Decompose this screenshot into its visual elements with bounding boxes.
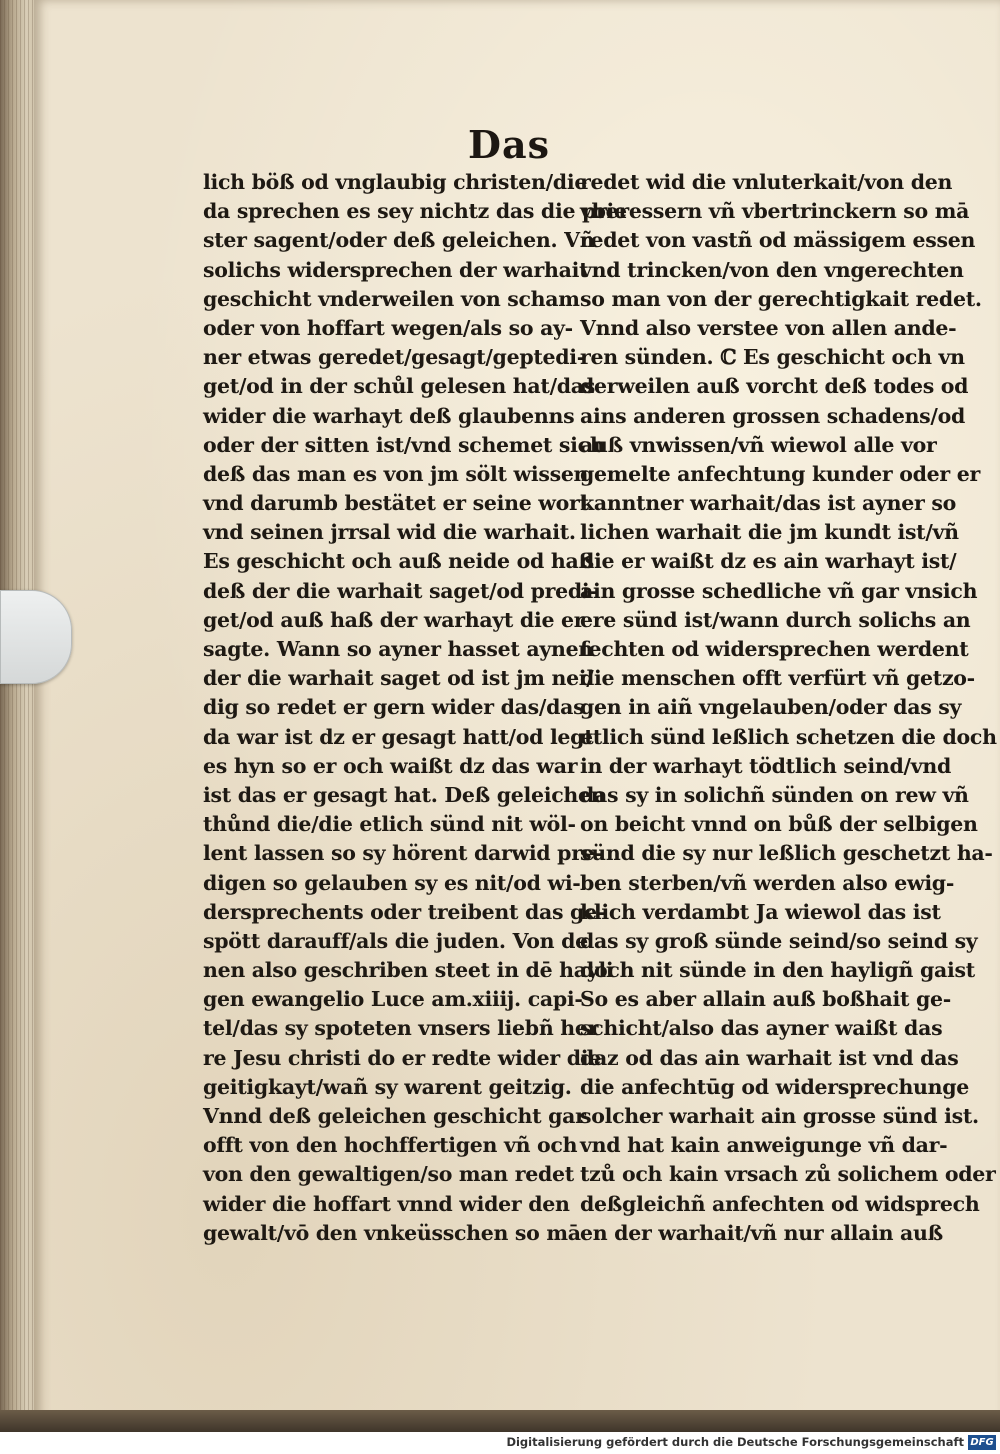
text-line: in der warhayt tödtlich seind/vnd: [580, 753, 951, 778]
text-line: schicht/also das ayner waißt das: [580, 1016, 943, 1041]
book-page-edges: [0, 0, 38, 1430]
text-line: da sprechen es sey nichtz das die prie: [203, 199, 627, 224]
text-line: Es geschicht och auß neide od haß: [203, 549, 594, 574]
dfg-logo: DFG: [968, 1435, 996, 1450]
text-line: so man von der gerechtigkait redet.: [580, 286, 982, 311]
text-line: die er waißt dz es ain warhayt ist/: [580, 549, 957, 574]
text-line: gen in aiñ vngelauben/oder das sy: [580, 695, 962, 720]
text-line: ains anderen grossen schadens/od: [580, 403, 966, 428]
text-line: auß vnwissen/vñ wiewol alle vor: [580, 432, 937, 457]
text-line: die anfechtūg od widersprechunge: [580, 1074, 970, 1099]
text-line: vnd trincken/von den vngerechten: [580, 257, 964, 282]
right-text-column: [580, 168, 997, 1248]
text-line: es hyn so er och waißt dz das war: [203, 753, 578, 778]
text-line: klich verdambt Ja wiewol das ist: [580, 899, 941, 924]
text-line: derweilen auß vorcht deß todes od: [580, 374, 969, 399]
text-line: deßgleichñ anfechten od widsprech: [580, 1191, 980, 1216]
text-line: das sy groß sünde seind/so seind sy: [580, 928, 978, 953]
text-line: spött darauff/als die juden. Von de: [203, 928, 588, 953]
text-line: ben sterben/vñ werden also ewig-: [580, 870, 955, 895]
text-line: lich böß od vnglaubig christen/die: [203, 170, 588, 194]
text-line: etlich sünd leßlich schetzen die doch: [580, 724, 997, 749]
text-line: doch nit sünde in den hayligñ gaist: [580, 958, 975, 983]
text-line: vberessern vñ vbertrinckern so mā: [580, 199, 970, 224]
text-line: solichs widersprechen der warhait: [203, 257, 589, 282]
text-line: der die warhait saget od ist jm nei/: [203, 666, 594, 691]
text-line: vnd seinen jrrsal wid die warhait.: [203, 520, 576, 545]
text-line: re Jesu christi do er redte wider die: [203, 1045, 601, 1070]
text-line: geschicht vnderweilen von scham: [203, 286, 580, 311]
text-line: get/od auß haß der warhayt die er: [203, 607, 585, 632]
text-line: vnd hat kain anweigunge vñ dar-: [580, 1133, 948, 1158]
page-clip: [0, 590, 72, 684]
text-line: ren sünden. ℂ Es geschicht och vn: [580, 345, 965, 370]
text-line: digen so gelauben sy es nit/od wi-: [203, 870, 581, 895]
text-line: gen ewangelio Luce am.xiiij. capi-: [203, 987, 583, 1012]
text-line: geitigkayt/wañ sy warent geitzig.: [203, 1074, 572, 1099]
left-text-column: [203, 168, 627, 1248]
text-line: solcher warhait ain grosse sünd ist.: [580, 1104, 979, 1128]
text-line: nen also geschriben steet in dē hayli: [203, 958, 614, 983]
footer-credit: Digitalisierung gefördert durch die Deutsche Forschungsgemeinschaft: [506, 1435, 964, 1449]
text-line: gemelte anfechtung kunder oder er: [580, 461, 980, 486]
text-line: offt von den hochffertigen vñ och: [203, 1133, 578, 1158]
text-line: deß der die warhait saget/od predi-: [203, 578, 598, 603]
text-line: ist das er gesagt hat. Deß geleichen: [203, 782, 606, 807]
text-line: fechten od widersprechen werdent: [580, 637, 969, 661]
text-line: das sy in solichñ sünden on rew vñ: [580, 782, 969, 807]
text-line: ain grosse schedliche vñ gar vnsich: [580, 578, 978, 603]
text-line: ner etwas geredet/gesagt/geptedi-: [203, 345, 586, 370]
text-line: daz od das ain warhait ist vnd das: [580, 1045, 959, 1070]
text-line: deß das man es von jm sölt wissen: [203, 461, 589, 486]
text-line: die menschen offt verfürt vñ getzo-: [580, 666, 975, 691]
text-line: tel/das sy spoteten vnsers liebñ her: [203, 1016, 599, 1041]
text-line: von den gewaltigen/so man redet: [203, 1162, 574, 1187]
text-line: redet wid die vnluterkait/von den: [580, 170, 953, 194]
text-line: on beicht vnnd on bůß der selbigen: [580, 812, 978, 837]
text-line: lichen warhait die jm kundt ist/vñ: [580, 520, 959, 545]
text-line: kanntner warhait/das ist ayner so: [580, 491, 956, 516]
text-line: get/od in der schůl gelesen hat/das: [203, 374, 596, 399]
text-line: dig so redet er gern wider das/das: [203, 695, 585, 720]
text-line: wider die hoffart vnnd wider den: [203, 1191, 570, 1216]
text-line: ere sünd ist/wann durch solichs an: [580, 607, 971, 632]
page-catchword: Das: [468, 122, 550, 167]
text-line: oder von hoffart wegen/als so ay-: [203, 315, 573, 340]
text-line: Vnnd deß geleichen geschicht gar: [203, 1104, 586, 1128]
text-line: sünd die sy nur leßlich geschetzt ha-: [580, 841, 993, 866]
text-line: vnd darumb bestätet er seine wort: [203, 491, 589, 516]
text-line: lent lassen so sy hörent darwid pre-: [203, 841, 603, 866]
text-line: sagte. Wann so ayner hasset aynen: [203, 637, 593, 661]
text-line: dersprechents oder treibent das ge-: [203, 899, 606, 924]
text-line: wider die warhayt deß glaubenns: [203, 403, 575, 428]
text-line: So es aber allain auß boßhait ge-: [580, 987, 951, 1012]
text-line: ster sagent/oder deß geleichen. Vñ: [203, 228, 595, 253]
text-line: oder der sitten ist/vnd schemet sich: [203, 432, 605, 457]
digitization-footer: [0, 1432, 1000, 1454]
text-line: gewalt/vō den vnkeüsschen so mā: [203, 1220, 581, 1245]
text-line: tzů och kain vrsach zů solichem oder: [580, 1162, 996, 1187]
text-line: da war ist dz er gesagt hatt/od legt: [203, 724, 594, 749]
page-edge-lines: [0, 0, 38, 1430]
text-line: Vnnd also verstee von allen ande-: [580, 315, 957, 340]
text-line: thůnd die/die etlich sünd nit wöl-: [203, 812, 576, 837]
book-bottom-shadow: [0, 1410, 1000, 1432]
text-line: redet von vastñ od mässigem essen: [580, 228, 976, 253]
text-line: en der warhait/vñ nur allain auß: [580, 1220, 943, 1245]
